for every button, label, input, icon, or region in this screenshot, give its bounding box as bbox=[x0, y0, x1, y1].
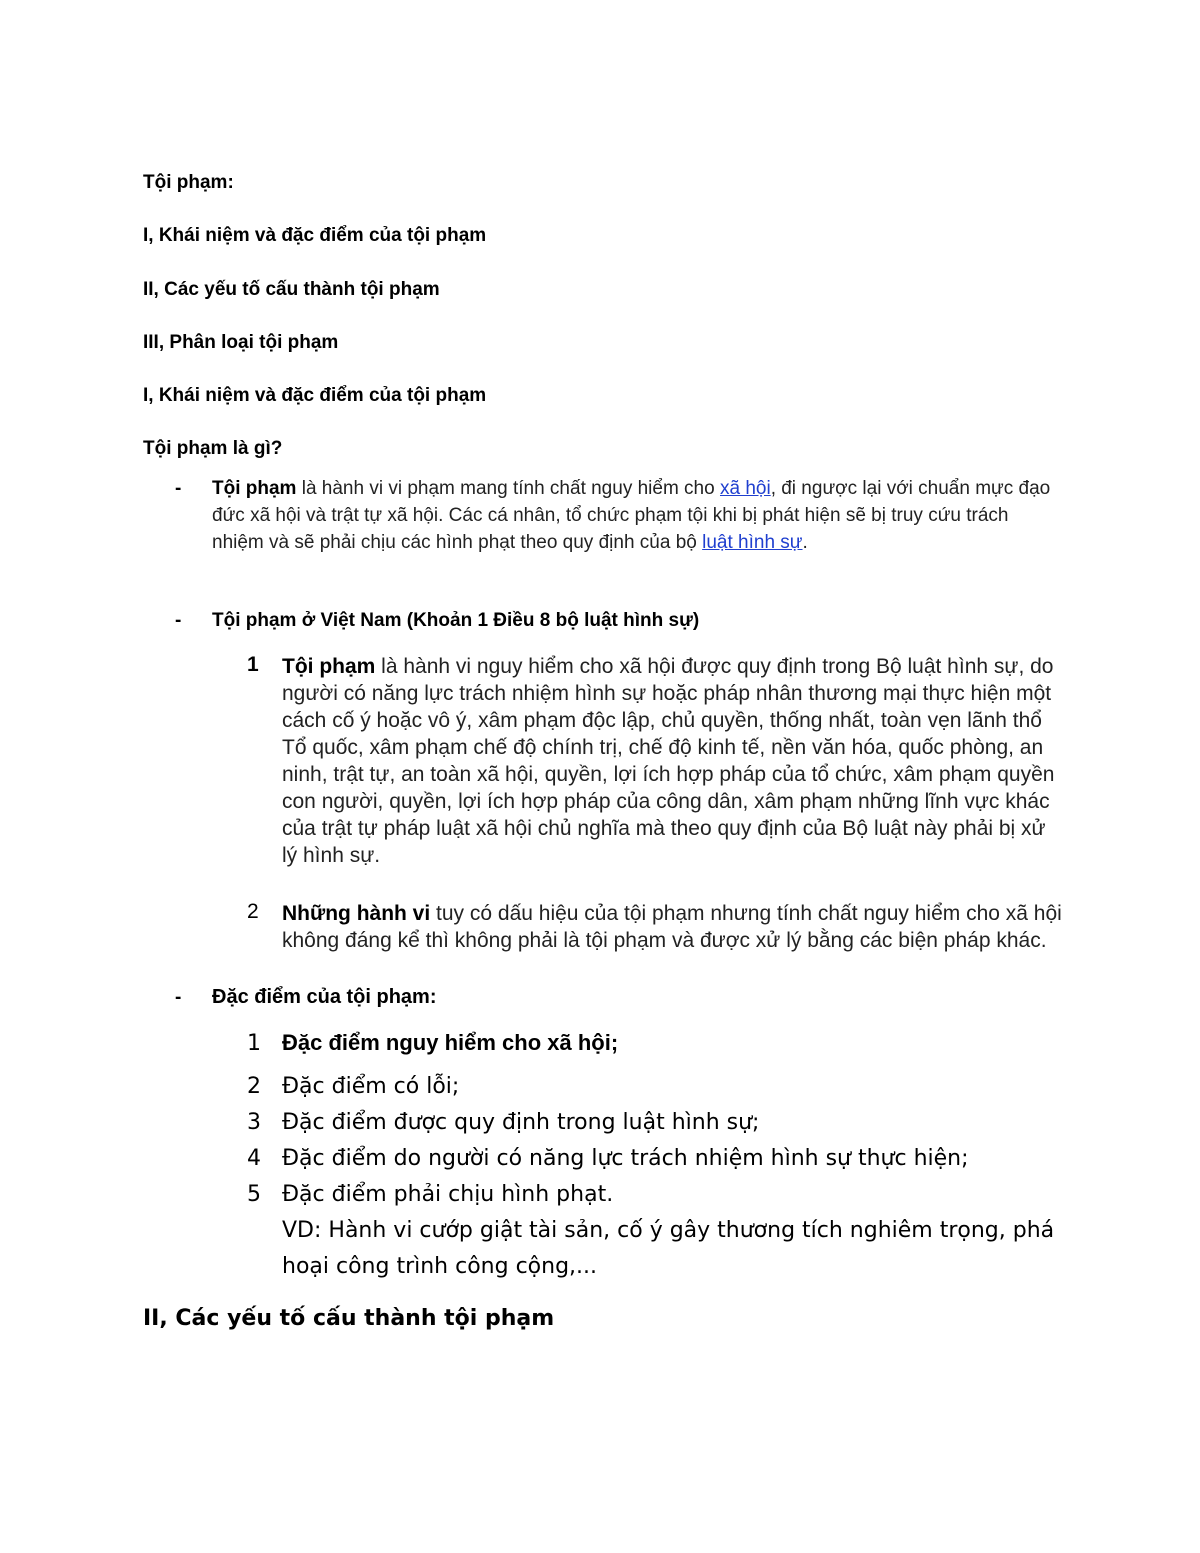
outline-item-1: I, Khái niệm và đặc điểm của tội phạm bbox=[143, 225, 487, 246]
vn-heading: Tội phạm ở Việt Nam (Khoản 1 Điều 8 bộ luật hình sự) bbox=[212, 610, 700, 631]
feature-item-1: Đặc điểm nguy hiểm cho xã hội; bbox=[282, 1030, 619, 1055]
vn-item-1 bbox=[282, 653, 1062, 869]
example-line-2: hoại công trình công cộng,... bbox=[282, 1254, 598, 1279]
definition-term: Tội phạm bbox=[212, 478, 297, 499]
feature-item-2: Đặc điểm có lỗi; bbox=[282, 1074, 460, 1099]
feature-item-5: Đặc điểm phải chịu hình phạt. bbox=[282, 1182, 614, 1207]
feature-number: 1 bbox=[247, 1031, 261, 1056]
feature-item-3: Đặc điểm được quy định trong luật hình sự; bbox=[282, 1110, 760, 1135]
definition-paragraph bbox=[212, 475, 1052, 556]
vn-item-number: 1 bbox=[247, 653, 259, 676]
features-heading: Đặc điểm của tội phạm: bbox=[212, 986, 437, 1008]
vn-item-2-text: tuy có dấu hiệu của tội phạm nhưng tính chất nguy hiểm cho xã hội không đáng kể thì không phải là tội phạm và được xử lý bằng các biện pháp khác. bbox=[282, 902, 1062, 952]
feature-number: 3 bbox=[247, 1110, 261, 1135]
outline-item-3: III, Phân loại tội phạm bbox=[143, 332, 339, 353]
definition-text-c: . bbox=[802, 532, 808, 553]
link-luat-hinh-su[interactable]: luật hình sự bbox=[702, 532, 803, 553]
feature-number: 4 bbox=[247, 1146, 261, 1171]
document-title: Tội phạm: bbox=[143, 172, 234, 193]
definition-text-a: là hành vi vi phạm mang tính chất nguy hiểm cho bbox=[296, 478, 720, 499]
example-line-1: VD: Hành vi cướp giật tài sản, cố ý gây thương tích nghiêm trọng, phá bbox=[282, 1218, 1055, 1243]
section-2-heading: II, Các yếu tố cấu thành tội phạm bbox=[143, 1306, 555, 1331]
vn-item-1-text: là hành vi nguy hiểm cho xã hội được quy định trong Bộ luật hình sự, do người có năng lực trách nhiệm hình sự hoặc pháp nhân thương mại thực hiện một cách cố ý hoặc vô ý, xâm phạm độc lập, chủ quyền, thống nhất, toàn vẹn lãnh thổ Tổ quốc, xâm phạm chế độ chính trị, chế độ kinh tế, nền văn hóa, quốc phòng, an ninh, trật tự, an toàn xã hội, quyền, lợi ích hợp pháp của tổ chức, xâm phạm quyền con người, quyền, lợi ích hợp pháp của công dân, xâm phạm những lĩnh vực khác của trật tự pháp luật xã hội chủ nghĩa mà theo quy định của Bộ luật này phải bị xử lý hình sự. bbox=[282, 655, 1055, 867]
section-1-heading: I, Khái niệm và đặc điểm của tội phạm bbox=[143, 385, 487, 406]
feature-number: 5 bbox=[247, 1182, 261, 1207]
vn-item-number: 2 bbox=[247, 900, 259, 923]
feature-item-4: Đặc điểm do người có năng lực trách nhiệm hình sự thực hiện; bbox=[282, 1146, 969, 1171]
link-xa-hoi[interactable]: xã hội bbox=[719, 478, 771, 499]
vn-item-2-term: Những hành vi bbox=[282, 902, 431, 925]
vn-item-1-term: Tội phạm bbox=[282, 655, 376, 678]
question-heading: Tội phạm là gì? bbox=[143, 438, 283, 459]
definition-text-b: , đi ngược lại với chuẩn mực đạo đức xã hội và trật tự xã hội. Các cá nhân, tổ chức phạm tội khi bị phát hiện sẽ bị truy cứu trách nhiệm và sẽ phải chịu các hình phạt theo quy định của bộ bbox=[212, 478, 1051, 553]
bullet-marker: - bbox=[175, 987, 182, 1008]
bullet-marker: - bbox=[175, 478, 182, 499]
vn-item-2 bbox=[282, 900, 1062, 954]
outline-item-2: II, Các yếu tố cấu thành tội phạm bbox=[143, 279, 440, 300]
bullet-marker: - bbox=[175, 610, 182, 631]
feature-number: 2 bbox=[247, 1074, 261, 1099]
